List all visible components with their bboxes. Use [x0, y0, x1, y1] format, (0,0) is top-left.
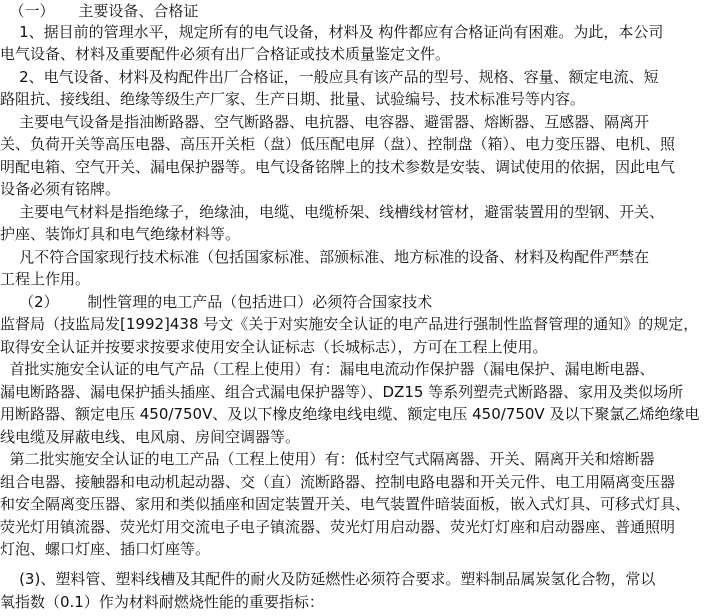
text-line: 荧光灯用镇流器、荧光灯用交流电子电子镇流器、荧光灯用启动器、荧光灯灯座和启动器座、普通照明: [0, 518, 676, 536]
text-line: 取得安全认证并按要求按要求使用安全认证标志（长城标志），方可在工程上使用。: [0, 338, 548, 356]
text-line: 主要电气材料是指绝缘子，绝缘油，电缆、电缆桥架、线槽线材管材，避雷装置用的型钢、开关、: [0, 203, 665, 221]
text-line: （一） 主要设备、合格证: [0, 2, 199, 20]
text-line: 护座、装饰灯具和电气绝缘材料等。: [0, 225, 241, 243]
text-line: 主要电气设备是指油断路器、空气断路器、电抗器、电容器、避雷器、熔断器、互感器、隔离开: [0, 113, 650, 131]
text-line: 漏电断路器、漏电保护插头插座、组合式漏电保护器等）、DZ15 等系列塑壳式断路器、家用及类似场所: [0, 383, 684, 401]
text-line: 明配电箱、空气开关、漏电保护器等。电气设备铭牌上的技术参数是安装、调试使用的依据，因此电气: [0, 158, 676, 176]
text-line: 首批实施安全认证的电气产品（工程上使用）有：漏电电流动作保护器（漏电保护、漏电断电器、: [0, 360, 655, 378]
text-line: 和安全隔离变压器、家用和类似插座和固定装置开关、电气装置件暗装面板，嵌入式灯具、可移式灯具、: [0, 495, 691, 513]
text-line: 路阻抗、接线组、绝缘等级生产厂家、生产日期、批量、试验编号、技术标准号等内容。: [0, 90, 586, 108]
text-line: 用断路器、额定电压 450/750V、及以下橡皮绝缘电线电缆、额定电压 450/750V 及以下聚氯乙烯绝缘电: [0, 405, 700, 423]
text-line: 设备必须有铭牌。: [0, 180, 121, 198]
text-line: (3)、塑料管、塑料线槽及其配件的耐火及防延燃性必须符合要求。塑料制品属炭氢化合物，常以: [0, 570, 656, 588]
text-line: 线电缆及屏蔽电线、电风扇、房间空调器等。: [0, 428, 301, 446]
text-line: 监督局（技监局发[1992]438 号文《关于对实施安全认证的电产品进行强制性监督管理的通知》的规定，: [0, 315, 699, 333]
text-line: 组合电器、接触器和电动机起动器、交（直）流断路器、控制电路电器和开关元件、电工用隔离变压器: [0, 473, 676, 491]
text-line: 2、电气设备、材料及构配件出厂合格证，一般应具有该产品的型号、规格、容量、额定电流、短: [0, 68, 659, 86]
text-line: 第二批实施安全认证的电工产品（工程上使用）有：低村空气式隔离器、开关、隔离开关和熔断器: [0, 450, 655, 468]
text-line: 氧指数（0.1）作为材料耐燃烧性能的重要指标：: [0, 593, 324, 611]
text-line: 灯泡、螺口灯座、插口灯座等。: [0, 540, 211, 558]
text-line: 工程上作用。: [0, 270, 91, 288]
text-line: 关、负荷开关等高压电器、高压开关柜（盘）低压配电屏（盘）、控制盘（箱）、电力变压器、电机、照: [0, 135, 676, 153]
text-line: 1、据目前的管理水平，规定所有的电气设备，材料及 构件都应有合格证尚有困难。为此，本公司: [0, 23, 664, 41]
text-line: 电气设备、材料及重要配件必须有出厂合格证或技术质量鉴定文件。: [0, 45, 451, 63]
text-line: （2） 制性管理的电工产品（包括进口）必须符合国家技术: [0, 293, 433, 311]
text-line: 凡不符合国家现行技术标准（包括国家标准、部颁标准、地方标准的设备、材料及构配件严禁在: [0, 248, 650, 266]
